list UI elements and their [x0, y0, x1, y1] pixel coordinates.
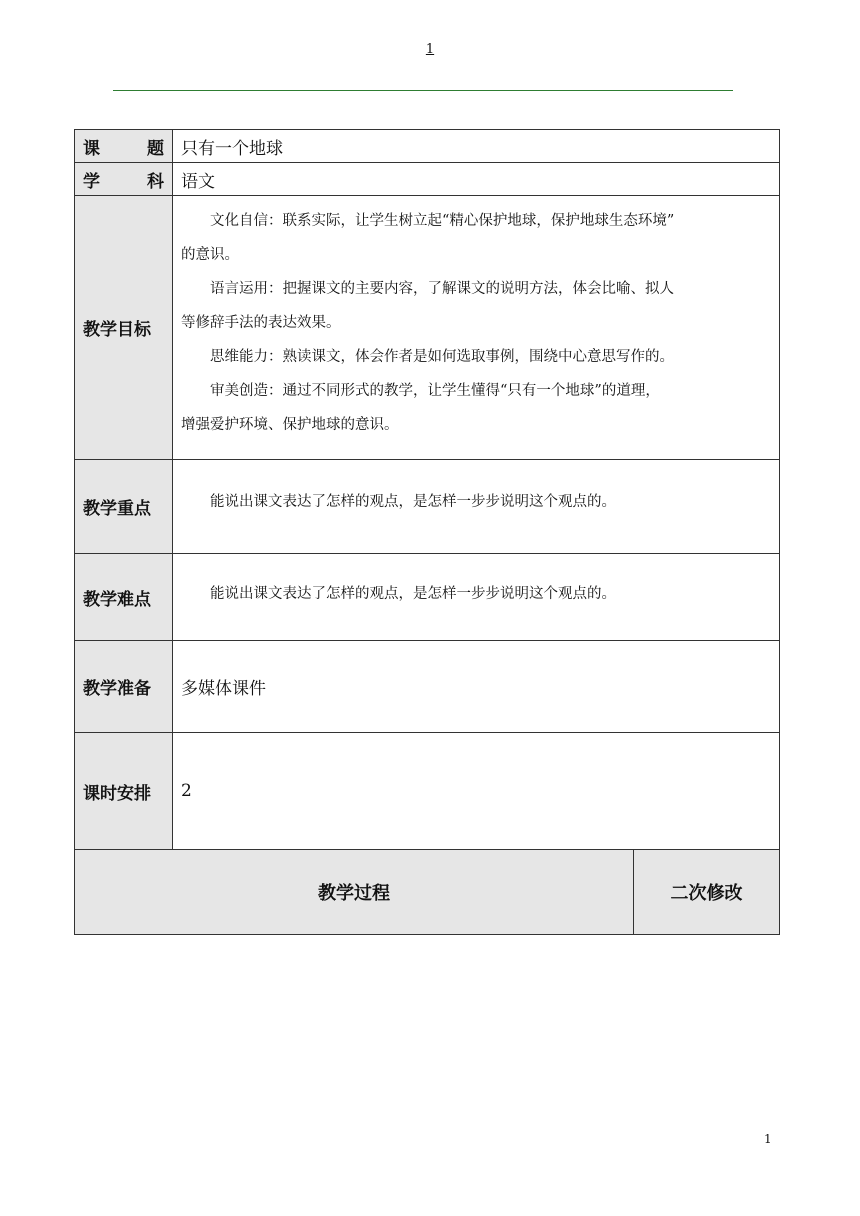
key-points-label: 教学重点 — [75, 460, 173, 554]
key-points-cell — [173, 460, 780, 554]
row-difficulties — [75, 554, 780, 641]
objective-line-3: 语言运用：把握课文的主要内容，了解课文的说明方法，体会比喻、拟人 — [210, 281, 674, 297]
row-objectives — [75, 196, 780, 460]
subject-label-char-2: 科 — [147, 171, 164, 192]
topic-label — [75, 130, 173, 163]
row-key-points — [75, 460, 780, 554]
objectives-content — [173, 196, 780, 460]
objective-line-6: 审美创造：通过不同形式的教学，让学生懂得“只有一个地球”的道理， — [210, 383, 660, 399]
topic-label-char-2: 题 — [147, 138, 164, 159]
row-schedule — [75, 733, 780, 850]
revision-label: 二次修改 — [634, 850, 780, 935]
difficulties-cell — [173, 554, 780, 641]
subject-value: 语文 — [173, 163, 780, 196]
row-process-header — [75, 850, 780, 935]
preparation-label: 教学准备 — [75, 641, 173, 733]
row-topic — [75, 130, 780, 163]
subject-label — [75, 163, 173, 196]
topic-label-char-1: 课 — [83, 138, 100, 159]
objective-line-4: 等修辞手法的表达效果。 — [181, 315, 341, 331]
header-divider — [113, 90, 733, 91]
difficulties-label: 教学难点 — [75, 554, 173, 641]
process-label: 教学过程 — [75, 850, 634, 935]
objective-line-1: 文化自信：联系实际，让学生树立起“精心保护地球，保护地球生态环境” — [210, 213, 675, 229]
footer-page-number: 1 — [764, 1132, 772, 1146]
lesson-plan-table — [74, 129, 780, 935]
row-subject — [75, 163, 780, 196]
subject-label-char-1: 学 — [83, 171, 100, 192]
header-page-number: 1 — [425, 42, 435, 57]
schedule-value: 2 — [173, 733, 780, 850]
schedule-label: 课时安排 — [75, 733, 173, 850]
objective-line-2: 的意识。 — [181, 247, 239, 263]
objectives-label: 教学目标 — [75, 196, 173, 460]
objective-line-5: 思维能力：熟读课文，体会作者是如何选取事例，围绕中心意思写作的。 — [210, 349, 674, 365]
topic-value: 只有一个地球 — [173, 130, 780, 163]
preparation-value: 多媒体课件 — [173, 641, 780, 733]
key-points-value: 能说出课文表达了怎样的观点，是怎样一步步说明这个观点的。 — [210, 494, 616, 510]
row-preparation — [75, 641, 780, 733]
difficulties-value: 能说出课文表达了怎样的观点，是怎样一步步说明这个观点的。 — [210, 586, 616, 602]
objective-line-7: 增强爱护环境、保护地球的意识。 — [181, 417, 399, 433]
